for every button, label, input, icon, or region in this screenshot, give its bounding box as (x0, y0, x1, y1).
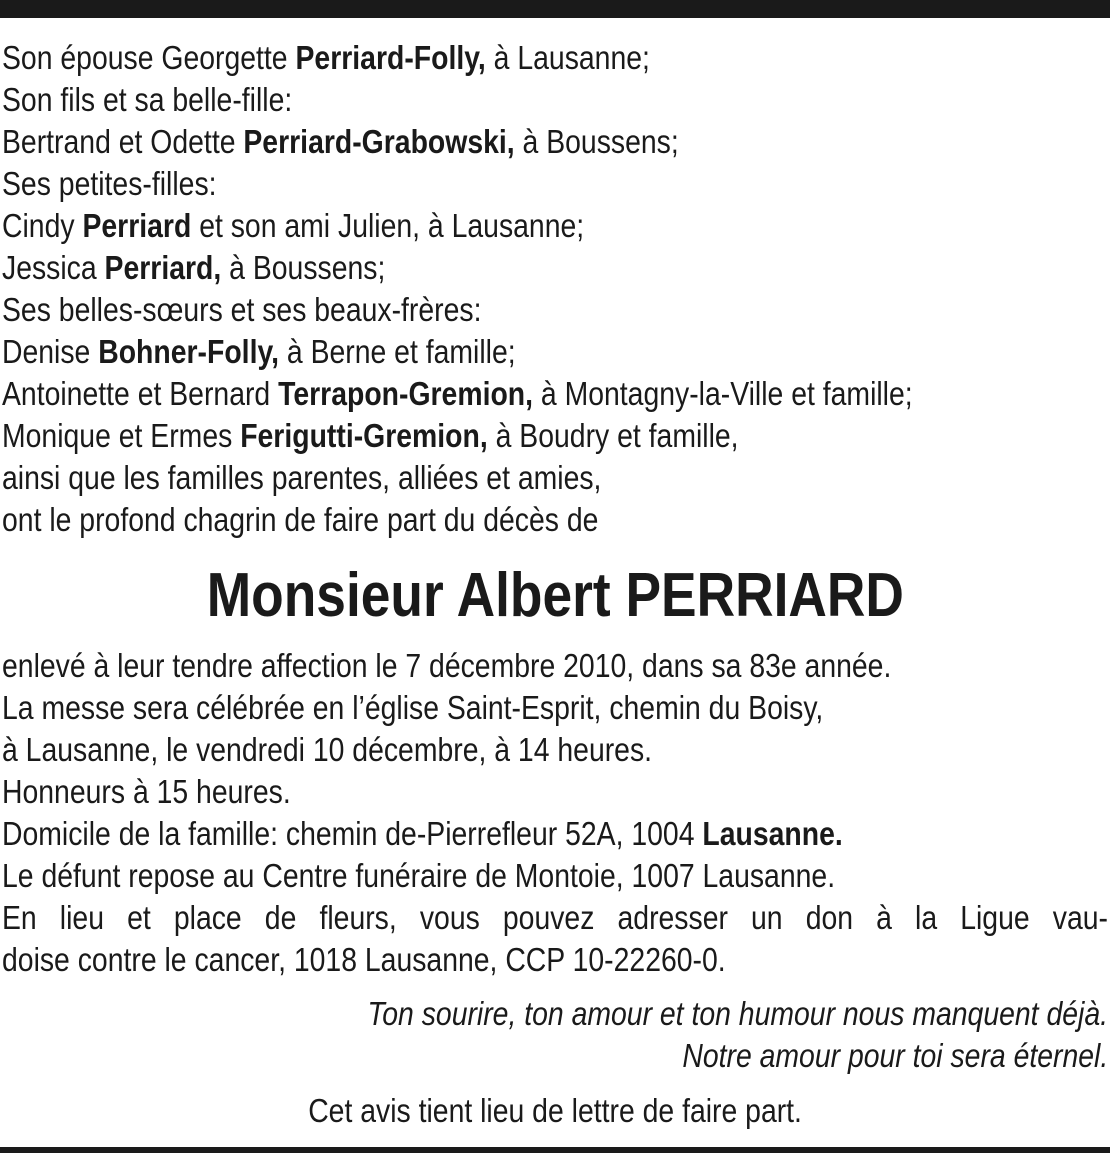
closing-note: Cet avis tient lieu de lettre de faire part. (308, 1092, 802, 1129)
quote-line-2: Notre amour pour toi sera éternel. (682, 1037, 1108, 1074)
body-line: doise contre le cancer, 1018 Lausanne, CCP 10-22260-0. (2, 941, 726, 978)
body-line: Domicile de la famille: chemin de-Pierrefleur 52A, 1004 Lausanne. (2, 815, 843, 852)
family-line: Son fils et sa belle-fille: (2, 81, 293, 118)
family-line: Monique et Ermes Ferigutti-Gremion, à Boudry et famille, (2, 417, 739, 454)
deceased-name: Monsieur Albert PERRIARD (206, 561, 904, 630)
family-line: Denise Bohner-Folly, à Berne et famille; (2, 333, 516, 370)
body-line: La messe sera célébrée en l’église Saint-Esprit, chemin du Boisy, (2, 689, 824, 726)
family-line: Ses petites-filles: (2, 165, 217, 202)
family-line: Bertrand et Odette Perriard-Grabowski, à Boussens; (2, 123, 679, 160)
family-list (2, 37, 1108, 541)
family-line: ont le profond chagrin de faire part du décès de (2, 501, 599, 538)
family-line: Jessica Perriard, à Boussens; (2, 249, 386, 286)
family-line: ainsi que les familles parentes, alliées et amies, (2, 459, 602, 496)
body-line: En lieu et place de fleurs, vous pouvez adresser un don à la Ligue vau- (2, 899, 1108, 936)
family-line: Cindy Perriard et son ami Julien, à Lausanne; (2, 207, 585, 244)
body-line: enlevé à leur tendre affection le 7 décembre 2010, dans sa 83e année. (2, 647, 892, 684)
body-line: Le défunt repose au Centre funéraire de Montoie, 1007 Lausanne. (2, 857, 836, 894)
body-line: Honneurs à 15 heures. (2, 773, 291, 810)
bottom-rule (0, 1147, 1110, 1153)
family-line: Ses belles-sœurs et ses beaux-frères: (2, 291, 482, 328)
body-line: à Lausanne, le vendredi 10 décembre, à 14 heures. (2, 731, 653, 768)
family-line: Son épouse Georgette Perriard-Folly, à Lausanne; (2, 39, 650, 76)
quote-line-1: Ton sourire, ton amour et ton humour nous manquent déjà. (367, 995, 1108, 1032)
top-rule (0, 0, 1110, 18)
family-line: Antoinette et Bernard Terrapon-Gremion, à Montagny-la-Ville et famille; (2, 375, 913, 412)
announcement-body (2, 645, 1108, 981)
